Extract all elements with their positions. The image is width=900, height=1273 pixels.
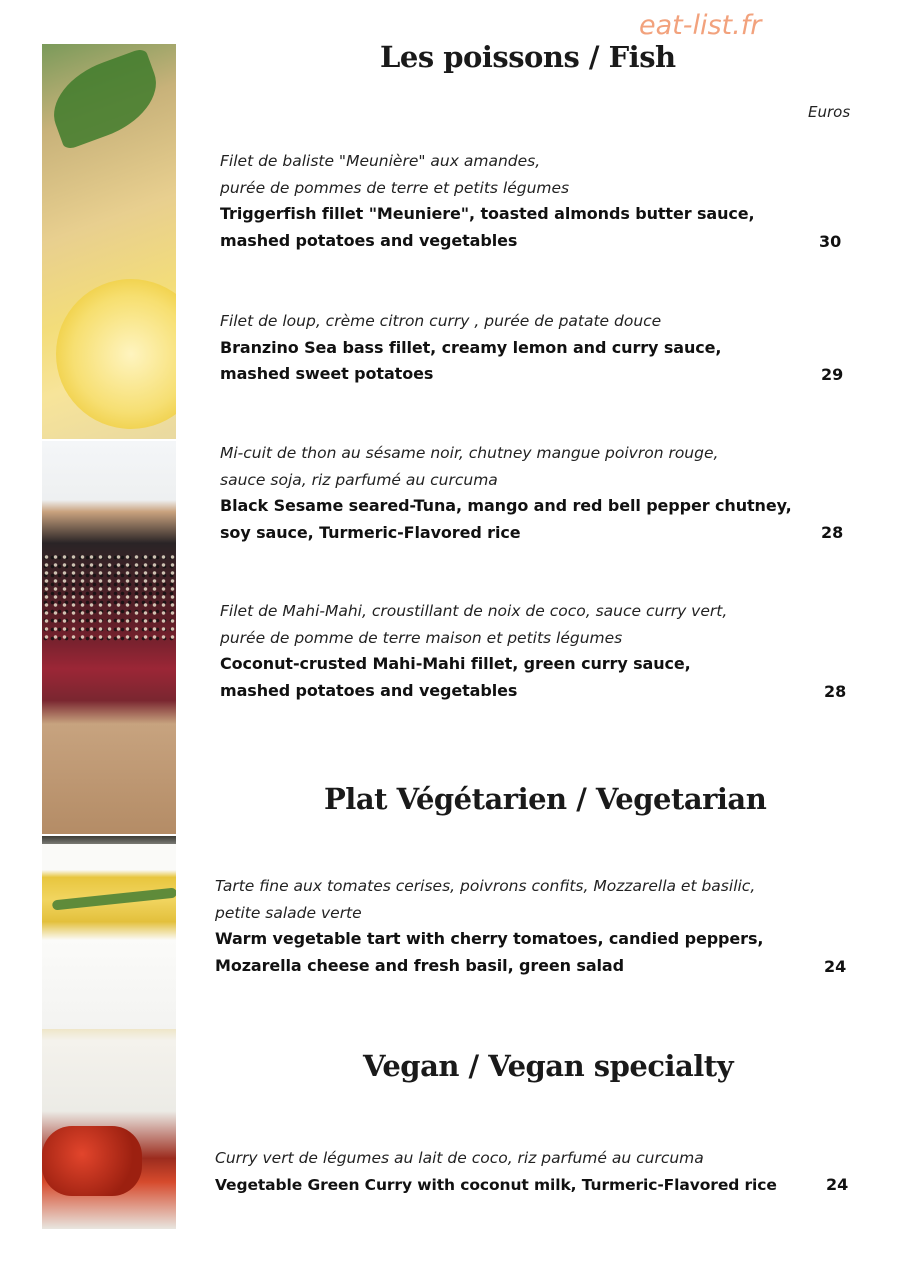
site-watermark: eat-list.fr	[639, 10, 762, 41]
dish-name-french: purée de pomme de terre maison et petits légumes	[220, 628, 623, 647]
section-title-vegan: Vegan / Vegan specialty	[363, 1049, 734, 1083]
dish-name-english: Vegetable Green Curry with coconut milk, Turmeric-Flavored rice	[215, 1175, 777, 1194]
dish-price: 30	[819, 232, 842, 251]
section-title-fish: Les poissons / Fish	[380, 40, 676, 74]
menu-item	[215, 873, 763, 979]
dish-name-french: Filet de loup, crème citron curry , purée de patate douce	[220, 312, 662, 330]
lemon-slice-shape	[56, 279, 176, 429]
food-photo-strip	[42, 44, 176, 1229]
menu-item	[220, 148, 755, 254]
dish-name-french: Filet de baliste "Meunière" aux amandes,	[220, 152, 541, 170]
fish-lemon-almond-photo	[42, 44, 176, 439]
menu-item	[215, 1145, 777, 1198]
dish-name-english: Branzino Sea bass fillet, creamy lemon and curry sauce,	[220, 337, 722, 357]
dish-name-french: petite salade verte	[215, 903, 362, 922]
dish-name-english: Triggerfish fillet "Meuniere", toasted almonds butter sauce,	[220, 204, 755, 223]
parsley-leaf-shape	[42, 47, 169, 150]
vegetable-rice-photo	[42, 836, 176, 1229]
dish-name-english: Warm vegetable tart with cherry tomatoes, candied peppers,	[215, 929, 764, 948]
dish-name-english: mashed potatoes and vegetables	[220, 680, 518, 700]
dish-name-english: soy sauce, Turmeric-Flavored rice	[220, 522, 521, 542]
dish-price: 28	[824, 682, 847, 701]
menu-item	[220, 598, 727, 704]
dish-name-english: Black Sesame seared-Tuna, mango and red bell pepper chutney,	[220, 496, 792, 515]
dish-price: 24	[826, 1175, 849, 1194]
dish-name-english: Coconut-crusted Mahi-Mahi fillet, green curry sauce,	[220, 654, 691, 673]
section-title-vegetarian: Plat Végétarien / Vegetarian	[324, 782, 767, 816]
dish-price: 29	[821, 365, 844, 384]
dish-name-french: Tarte fine aux tomates cerises, poivrons confits, Mozzarella et basilic,	[215, 877, 756, 895]
menu-item	[220, 308, 721, 388]
sesame-seeds-texture	[42, 553, 176, 643]
dish-name-english: mashed potatoes and vegetables	[220, 230, 518, 250]
dish-price: 24	[824, 957, 847, 976]
rice-bowl-shape	[42, 844, 176, 1029]
dish-name-french: Filet de Mahi-Mahi, croustillant de noix de coco, sauce curry vert,	[220, 602, 728, 620]
sesame-tuna-photo	[42, 441, 176, 834]
dish-name-french: Mi-cuit de thon au sésame noir, chutney mangue poivron rouge,	[220, 444, 719, 462]
dish-price: 28	[821, 523, 844, 542]
dish-name-english: mashed sweet potatoes	[220, 364, 434, 383]
dish-name-french: Curry vert de légumes au lait de coco, riz parfumé au curcuma	[215, 1149, 704, 1167]
dish-name-french: sauce soja, riz parfumé au curcuma	[220, 470, 498, 489]
currency-label: Euros	[808, 103, 851, 121]
menu-item	[220, 440, 792, 546]
dish-name-english: Mozarella cheese and fresh basil, green salad	[215, 955, 624, 975]
dish-name-french: purée de pommes de terre et petits légumes	[220, 178, 570, 197]
peppers-shape	[42, 1126, 142, 1196]
